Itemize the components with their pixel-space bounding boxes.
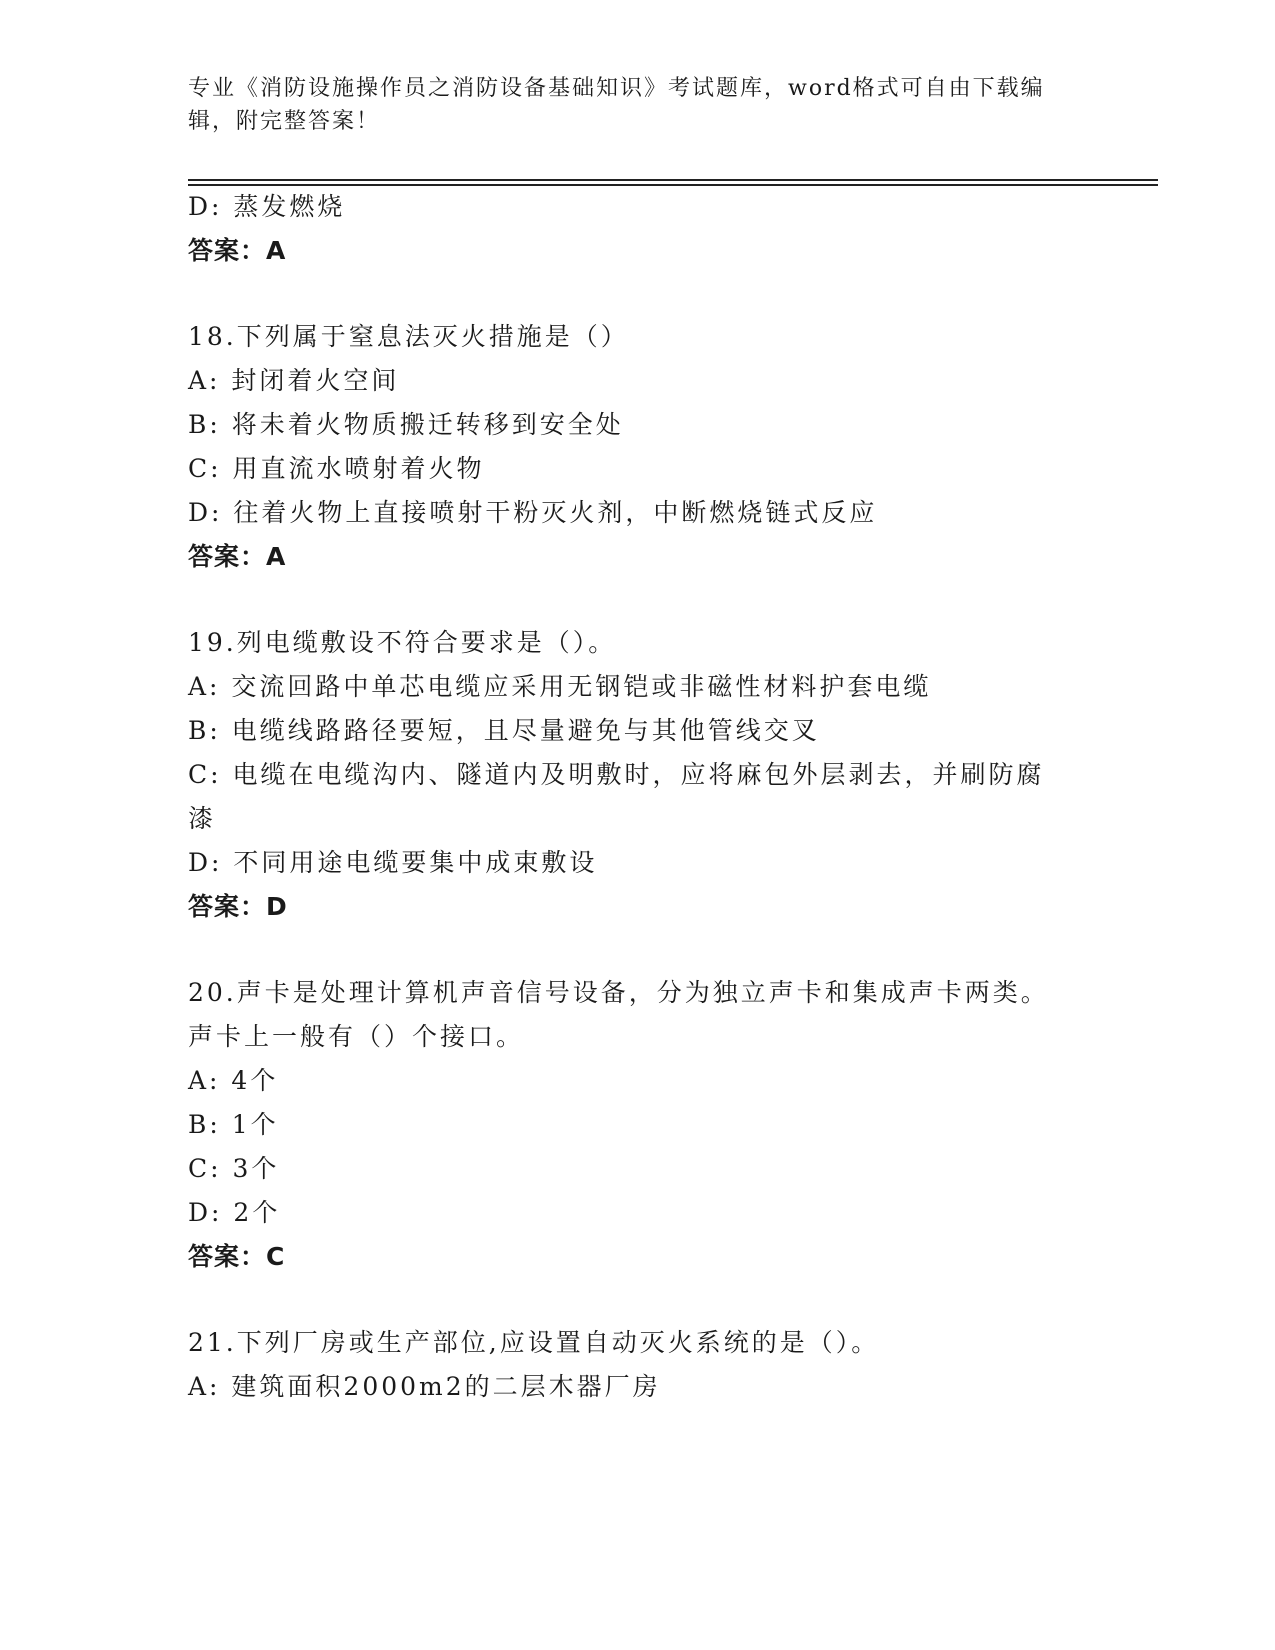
option-a: A: 建筑面积2000m2的二层木器厂房 [188,1372,661,1401]
option-d: D: 不同用途电缆要集中成束敷设 [188,848,598,877]
option-c: C: 电缆在电缆沟内、隧道内及明敷时，应将麻包外层剥去，并刷防腐 [188,760,1045,789]
header-text: 专业《消防设施操作员之消防设备基础知识》考试题库，word格式可自由下载编辑，附完整答案！ [188,76,1045,134]
option-c-continuation: 漆 [188,804,217,833]
page-header [188,72,1088,138]
option-a: A: 4个 [188,1066,279,1095]
answer: 答案：A [188,542,287,571]
option-d: D: 蒸发燃烧 [188,192,346,221]
question-21: 21.下列厂房或生产部位,应设置自动灭火系统的是（）。 [188,1328,880,1357]
question-20: 20.声卡是处理计算机声音信号设备，分为独立声卡和集成声卡两类。 [188,978,1049,1007]
option-b: B: 1个 [188,1110,279,1139]
option-b: B: 电缆线路路径要短，且尽量避免与其他管线交叉 [188,716,820,745]
option-d: D: 往着火物上直接喷射干粉灭火剂，中断燃烧链式反应 [188,498,878,527]
option-a: A: 交流回路中单芯电缆应采用无钢铠或非磁性材料护套电缆 [188,672,932,701]
answer: 答案：C [188,1242,286,1271]
option-d: D: 2个 [188,1198,281,1227]
answer: 答案：D [188,892,288,921]
question-18: 18.下列属于窒息法灭火措施是（） [188,322,629,351]
option-a: A: 封闭着火空间 [188,366,400,395]
option-c: C: 用直流水喷射着火物 [188,454,485,483]
question-20-continuation: 声卡上一般有（）个接口。 [188,1022,525,1051]
header-divider-bottom [188,184,1158,186]
header-divider-top [188,179,1158,181]
question-19: 19.列电缆敷设不符合要求是（）。 [188,628,617,657]
option-b: B: 将未着火物质搬迁转移到安全处 [188,410,624,439]
answer: 答案：A [188,236,287,265]
option-c: C: 3个 [188,1154,280,1183]
